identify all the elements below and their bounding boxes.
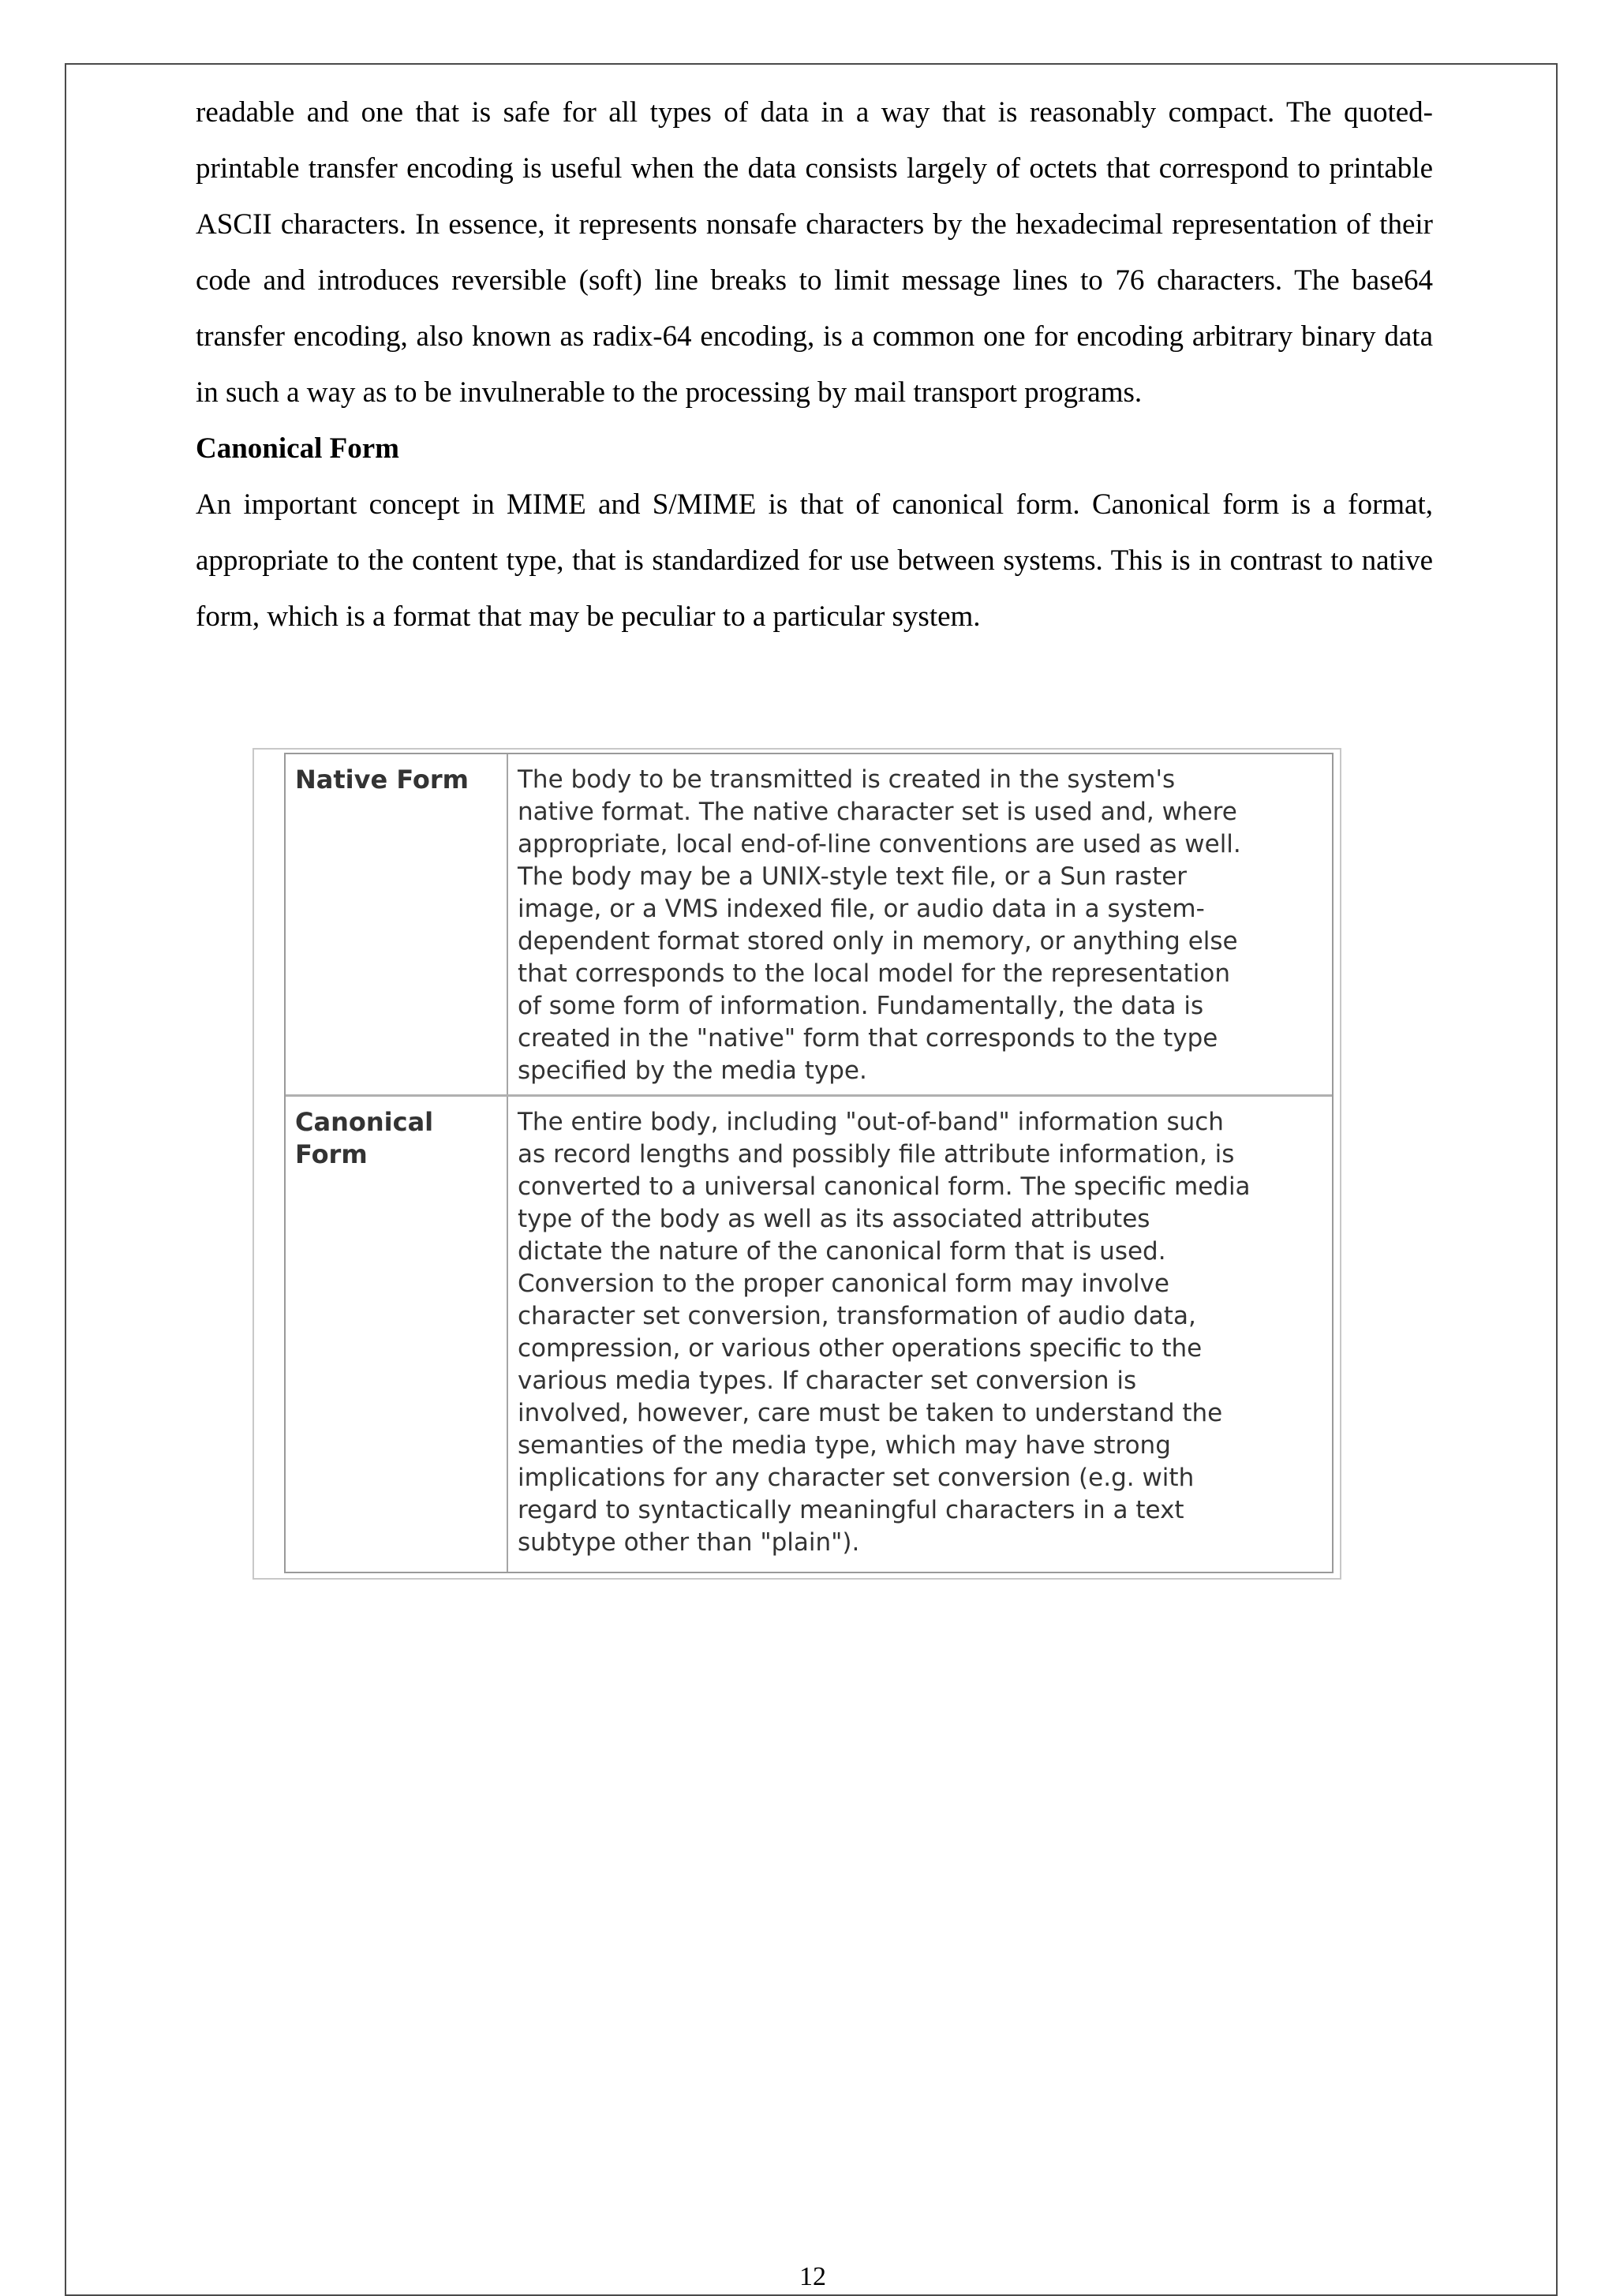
row-description: The entire body, including "out-of-band" information such as record lengths and possibly file attribute information, is converted to a universal canonical form. The specific media type of the body as well as its associated attributes dictate the nature of the canonical form that is used. Conversion to the proper canonical form may involve character set conversion, transformation of audio data, compression, or various other operations specific to the various media types. If character set conversion is involved, however, care must be taken to understand the semanties of the media type, which may have strong implications for any character set conversion (e.g. with regard to syntactically meaningful characters in a text subtype other than "plain").: [518, 1108, 1251, 1557]
paragraph-canonical-form: An important concept in MIME and S/MIME is that of canonical form. Canonical form is a format, appropriate to the content type, that is standardized for use between systems. This is in contrast to native form, which is a format that may be peculiar to a particular system.: [196, 488, 1433, 633]
table-grid: [284, 753, 1334, 1573]
paragraph-transfer-encoding: readable and one that is safe for all types of data in a way that is reasonably compact. The quoted-printable transfer encoding is useful when the data consists largely of octets that correspond to printable ASCII characters. In essence, it represents nonsafe characters by the hexadecimal representation of their code and introduces reversible (soft) line breaks to limit message lines to 76 characters. The base64 transfer encoding, also known as radix-64 encoding, is a common one for encoding arbitrary binary data in such a way as to be invulnerable to the processing by mail transport programs.: [196, 96, 1433, 409]
table-row-canonical-form: [286, 1097, 1332, 1572]
table-row-native-form: [286, 754, 1332, 1097]
document-body: [196, 84, 1433, 645]
page-number: 12: [799, 2262, 826, 2291]
form-comparison-table: [252, 748, 1341, 1580]
row-description: The body to be transmitted is created in the system's native format. The native character set is used and, where appropriate, local end-of-line conventions are used as well. The body may be a UNIX-style text file, or a Sun raster image, or a VMS indexed file, or audio data in a system- dependent format stored only in memory, or anything else that corresponds to the local model for the representation of some form of information. Fundamentally, the data is created in the "native" form that corresponds to the type specified by the media type.: [518, 765, 1241, 1085]
section-heading: Canonical Form: [196, 432, 399, 465]
row-label: Native Form: [286, 754, 508, 1094]
row-label: Canonical Form: [286, 1097, 508, 1572]
